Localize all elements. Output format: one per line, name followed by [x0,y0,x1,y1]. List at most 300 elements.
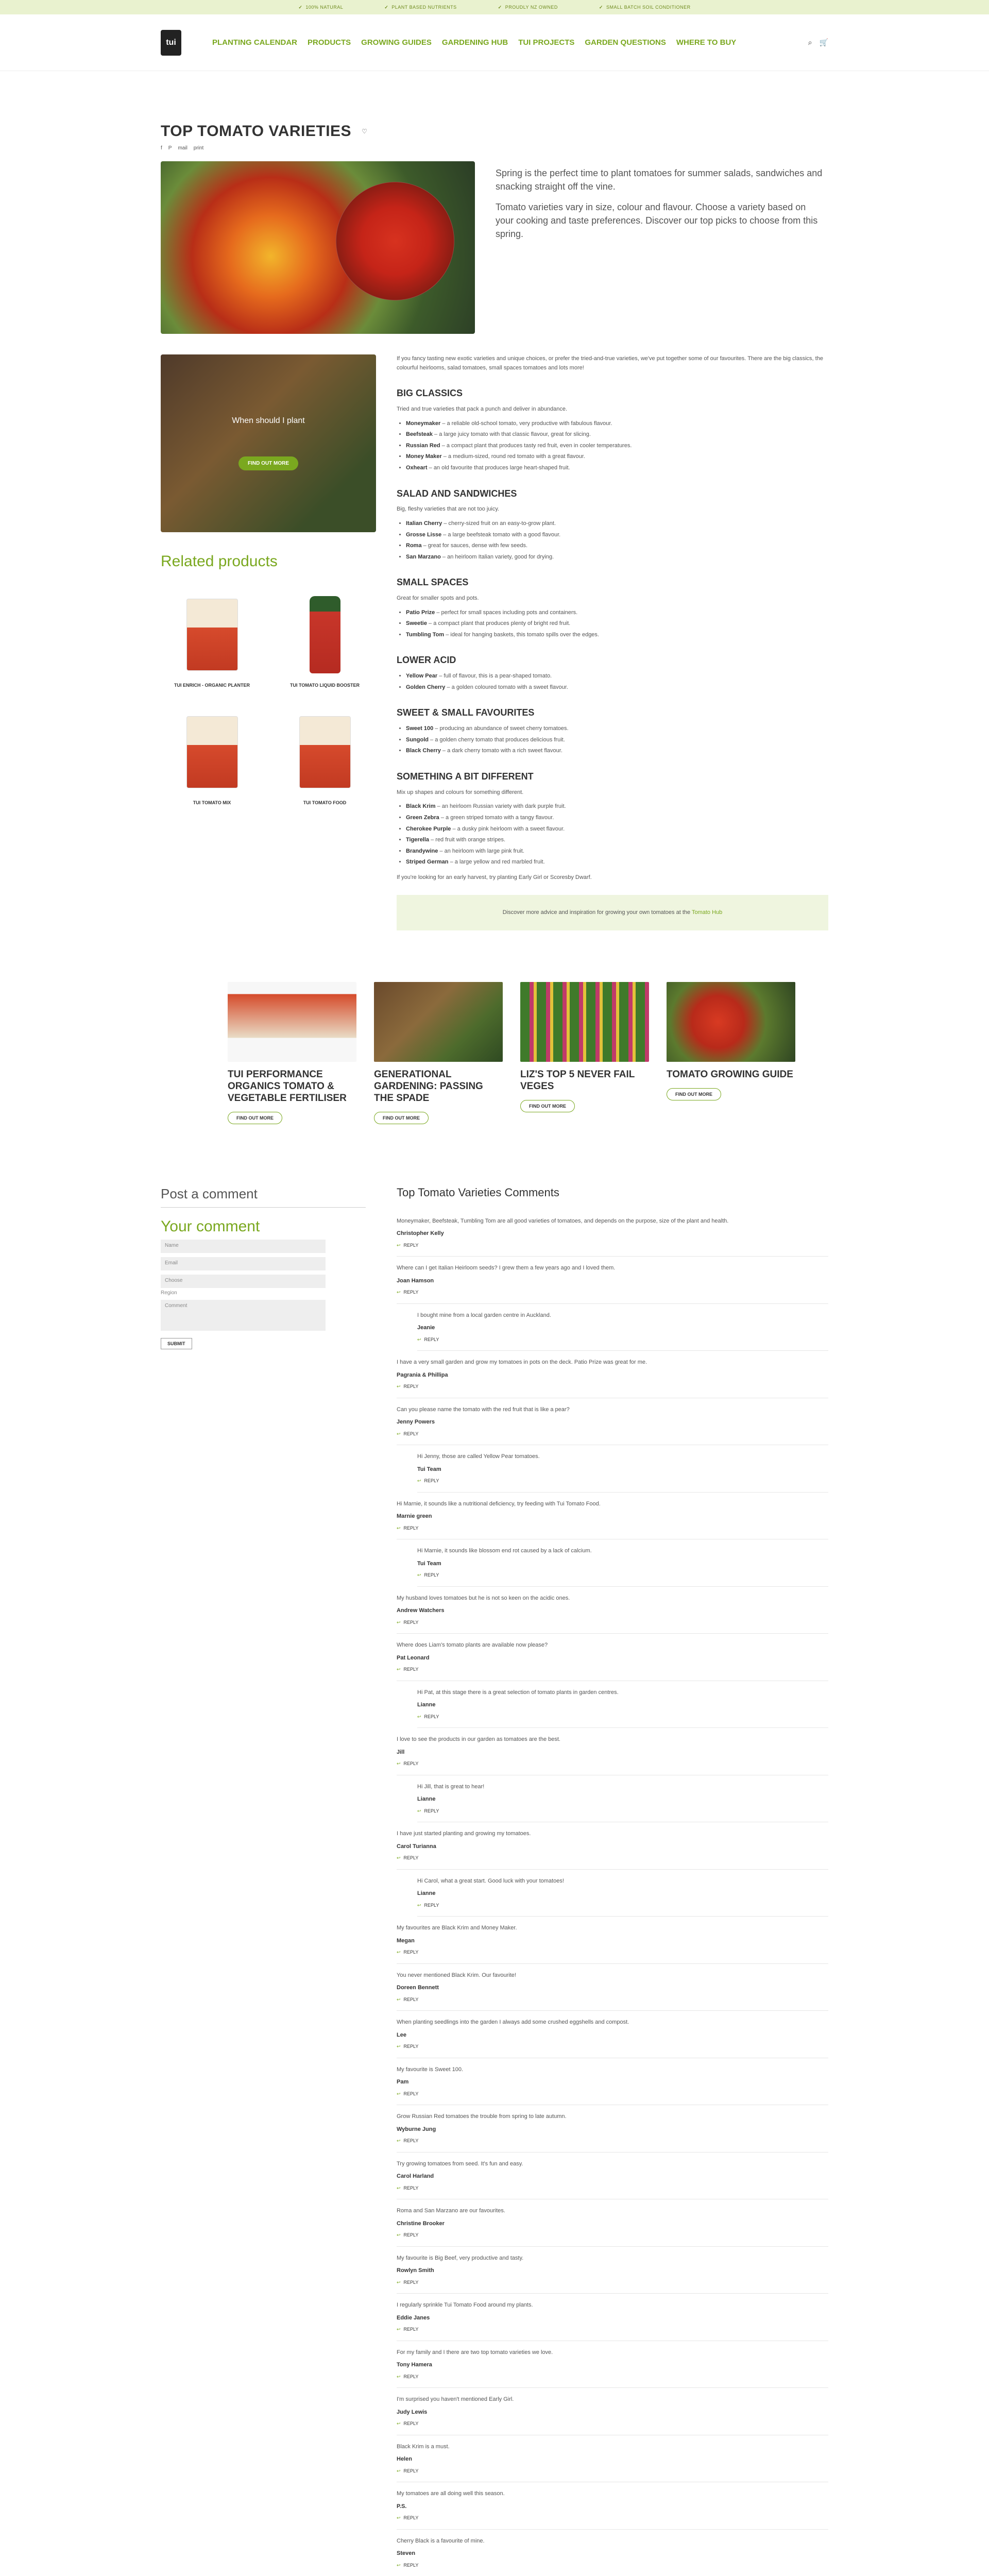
nav-item-gardening-hub[interactable]: GARDENING HUB [441,38,508,47]
comment-text: My tomatoes are all doing well this season. [397,2490,505,2497]
reply-label: REPLY [424,1572,439,1578]
comments-heading: Top Tomato Varieties Comments [397,1185,559,1199]
reply-button[interactable] [397,1996,828,2004]
reply-button[interactable] [397,1242,828,1249]
reply-label: REPLY [403,1619,419,1625]
comment-text: I have a very small garden and grow my tomatoes in pots on the deck. Patio Prize was great for me. [397,1359,647,1366]
related-articles [161,982,828,1124]
reply-icon: ↩ [397,2327,401,2332]
reply-label: REPLY [403,2421,419,2427]
reply-icon: ↩ [397,2279,401,2285]
comment-text: Moneymaker, Beefsteak, Tumbling Tom are all good varieties of tomatoes, and depends on the purpose, size of the plant and health. [397,1217,729,1224]
variety-description: great for sauces, dense with few seeds. [428,543,528,549]
tip-text: Discover more advice and inspiration for growing your own tomatoes at the [502,909,691,916]
variety-name: Sweet 100 [406,725,434,732]
variety-list [406,419,828,473]
reply-button[interactable] [397,1855,828,1862]
variety-name: Russian Red [406,442,440,449]
reply-button[interactable] [397,1525,828,1532]
reply-icon: ↩ [397,2562,401,2568]
product-card[interactable] [284,591,366,688]
reply-icon: ↩ [417,1714,421,1719]
reply-icon: ↩ [417,1572,421,1578]
variety-item: • Tumbling Tom – ideal for hanging baskets, this tomato spills over the edges. [406,631,828,640]
video-title: When should I plant [232,416,305,425]
reply-icon: ↩ [397,2185,401,2191]
reply-icon: ↩ [397,1384,401,1389]
variety-name: Tigerella [406,837,430,843]
reply-button[interactable] [397,1760,828,1768]
comment-text: Hi Jenny, those are called Yellow Pear tomatoes. [417,1453,540,1460]
reply-icon: ↩ [397,2044,401,2049]
variety-item: • San Marzano – an heirloom Italian variety, good for drying. [406,553,828,562]
comment-text: I regularly sprinkle Tui Tomato Food around my plants. [397,2302,533,2309]
variety-item: • Moneymaker – a reliable old-school tomato, very productive with fabulous flavour. [406,419,828,429]
reply-label: REPLY [424,1478,439,1484]
reply-icon: ↩ [397,1525,401,1531]
variety-item: • Oxheart – an old favourite that produces large heart-shaped fruit. [406,464,828,473]
reply-button[interactable] [417,1902,828,1909]
product-card[interactable] [284,708,366,805]
post-comment-heading: Post a comment [161,1185,258,1201]
announcement-label: SMALL BATCH SOIL CONDITIONER [606,5,691,10]
comment-text: Hi Marnie, it sounds like a nutritional deficiency, try feeding with Tui Tomato Food. [397,1500,601,1507]
reply-button[interactable] [397,2091,828,2098]
comment-text: Where can I get Italian Heirloom seeds? I grew them a few years ago and I loved them. [397,1265,616,1272]
variety-item: • Tigerella – red fruit with orange stripes. [406,836,828,845]
reply-icon: ↩ [397,2468,401,2473]
variety-description: a dark cherry tomato with a rich sweet flavour. [447,748,562,754]
reply-label: REPLY [403,2138,419,2144]
comment-author: Tui Team [417,1466,441,1472]
reply-icon: ↩ [397,1619,401,1625]
reply-button[interactable] [397,1949,828,1956]
variety-item: • Cherokee Purple – a dusky pink heirloom with a sweet flavour. [406,825,828,834]
comment-author: Marnie green [397,1513,432,1520]
product-card[interactable] [171,591,253,688]
variety-item: • Black Cherry – a dark cherry tomato with a rich sweet flavour. [406,747,828,756]
comment-text: My favourite is Sweet 100. [397,2066,464,2073]
variety-description: red fruit with orange stripes. [435,837,506,843]
section-heading: BIG CLASSICS [397,388,463,399]
reply-icon: ↩ [397,2374,401,2379]
comment [397,2482,828,2530]
email-field[interactable]: Email [161,1257,326,1270]
reply-icon: ↩ [397,2138,401,2144]
variety-description: an heirloom Russian variety with dark purple fruit. [441,803,566,810]
cart-icon[interactable]: 🛒 [819,38,828,46]
product-name[interactable]: TUI TOMATO LIQUID BOOSTER [290,683,360,688]
announcement-item: ✓ PROUDLY NZ OWNED [498,4,558,10]
comment-text: I bought mine from a local garden centre in Auckland. [417,1312,551,1318]
variety-name: Patio Prize [406,609,435,616]
reply-label: REPLY [403,2468,419,2473]
reply-button[interactable] [397,1666,828,1673]
reply-label: REPLY [403,2232,419,2238]
facebook-icon[interactable]: f [161,145,162,151]
variety-item: • Sweet 100 – producing an abundance of sweet cherry tomatoes. [406,724,828,734]
comment-author: Jeanie [417,1325,435,1331]
variety-description: producing an abundance of sweet cherry tomatoes. [439,725,569,732]
article-card[interactable] [520,982,649,1124]
variety-description: a compact plant that produces plenty of bright red fruit. [433,620,571,627]
comment-text: Try growing tomatoes from seed. It's fun and easy. [397,2160,523,2167]
reply-label: REPLY [403,1761,419,1767]
variety-description: a compact plant that produces tasty red fruit, even in cooler temperatures. [446,442,632,449]
comment-reply [417,1775,828,1823]
article-closing: If you're looking for an early harvest, try planting Early Girl or Scoresby Dwarf. [397,874,592,880]
site-header [0,14,989,71]
reply-button[interactable] [397,2374,828,2381]
product-name[interactable]: TUI TOMATO MIX [193,800,231,805]
reply-button[interactable] [397,2562,828,2569]
card-find-out-more-button[interactable]: FIND OUT MORE [228,1112,282,1124]
variety-name: Grosse Lisse [406,531,442,538]
reply-label: REPLY [403,2279,419,2285]
nav-item-planting-calendar[interactable]: PLANTING CALENDAR [212,38,297,47]
variety-item: • Russian Red – a compact plant that produces tasty red fruit, even in cooler temperatures. [406,442,828,451]
variety-name: Golden Cherry [406,684,446,690]
reply-button[interactable] [397,2043,828,2050]
reply-button[interactable] [397,1619,828,1626]
comment [397,1822,828,1870]
reply-label: REPLY [403,2515,419,2521]
nav-item-products[interactable]: PRODUCTS [308,38,351,47]
reply-button[interactable] [397,2420,828,2428]
section-intro: Tried and true varieties that pack a punch and deliver in abundance. [397,405,568,412]
pinterest-icon[interactable]: P [168,145,172,151]
article-card[interactable] [667,982,795,1124]
comment-text: Hi Pat, at this stage there is a great selection of tomato plants in garden centres. [417,1689,619,1696]
product-image [171,591,253,679]
variety-description: a reliable old-school tomato, very productive with fabulous flavour. [447,420,612,427]
reply-icon: ↩ [397,1290,401,1295]
comment-author: Lianne [417,1702,436,1708]
variety-description: a medium-sized, round red tomato with a great flavour. [448,453,585,460]
comment-text: You never mentioned Black Krim. Our favourite! [397,1972,516,1978]
comments-section [161,1186,828,2576]
comment [397,1398,828,1446]
comment-author: Tui Team [417,1560,441,1567]
comment-reply [417,1539,828,1587]
reply-label: REPLY [403,2185,419,2191]
variety-item: • Green Zebra – a green striped tomato with a tangy flavour. [406,814,828,823]
reply-button[interactable] [397,2326,828,2333]
variety-name: Money Maker [406,453,442,460]
comment-text: I love to see the products in our garden as tomatoes are the best. [397,1736,560,1743]
variety-list [406,519,828,562]
variety-item: • Italian Cherry – cherry-sized fruit on an easy-to-grow plant. [406,519,828,529]
comment [397,1917,828,1964]
comment [397,2294,828,2341]
variety-name: Moneymaker [406,420,441,427]
variety-description: an old favourite that produces large heart-shaped fruit. [433,464,570,471]
related-products-heading: Related products [161,553,278,570]
card-find-out-more-button[interactable]: FIND OUT MORE [667,1088,721,1100]
comment [397,1351,828,1398]
variety-description: a green striped tomato with a tangy flavour. [446,815,554,821]
variety-description: a dusky pink heirloom with a sweet flavour. [457,825,565,832]
sidebar [161,354,376,930]
comment-author: Christine Brooker [397,2220,445,2227]
article-card[interactable] [374,982,503,1124]
reply-icon: ↩ [397,1242,401,1248]
variety-name: Sweetie [406,620,427,627]
reply-icon: ↩ [417,1902,421,1908]
reply-label: REPLY [403,1290,419,1295]
comment-text: My favourites are Black Krim and Money Maker. [397,1925,517,1931]
reply-label: REPLY [403,1996,419,2002]
section-intro: Mix up shapes and colours for something different. [397,789,524,795]
comment [397,2058,828,2106]
variety-description: cherry-sized fruit on an easy-to-grow plant. [448,520,556,527]
article-lead: If you fancy tasting new exotic varieties and unique choices, or prefer the tried-and-true varieties, we've put together some of our favourites. There are the big classics, the colourful heirlooms, salad tomatoes, small spaces tomatoes and lots more! [397,355,823,371]
variety-list [406,724,828,756]
comment-text: Roma and San Marzano are our favourites. [397,2208,505,2214]
comments-container [397,1210,828,2576]
reply-label: REPLY [403,2044,419,2049]
comment-author: Rowlyn Smith [397,2267,434,2274]
bookmark-icon[interactable]: ♡ [362,128,367,135]
variety-description: a golden cherry tomato that produces delicious fruit. [435,736,565,743]
variety-item: • Roma – great for sauces, dense with few seeds. [406,541,828,551]
product-card[interactable] [171,708,253,805]
tui-logo[interactable]: tui [161,30,181,56]
nav-item-garden-questions[interactable]: GARDEN QUESTIONS [585,38,666,47]
variety-name: Green Zebra [406,815,439,821]
comment-author: Judy Lewis [397,2409,428,2415]
comment-author: Joan Hamson [397,1277,434,1284]
reply-button[interactable] [397,2232,828,2239]
video-find-out-more-button[interactable]: FIND OUT MORE [238,456,298,470]
announcement-label: PLANT BASED NUTRIENTS [391,5,457,10]
reply-label: REPLY [424,1336,439,1342]
card-image [228,982,356,1062]
comment-text: My favourite is Big Beef, very productive and tasty. [397,2255,524,2261]
reply-button[interactable] [397,2185,828,2192]
comment-author: Jill [397,1749,405,1755]
reply-label: REPLY [403,2562,419,2568]
nav-item-tui-projects[interactable]: TUI PROJECTS [518,38,575,47]
reply-button[interactable] [417,1336,828,1344]
comment-author: Steven [397,2550,416,2557]
product-image [171,708,253,796]
card-find-out-more-button[interactable]: FIND OUT MORE [374,1112,429,1124]
reply-button[interactable] [397,2279,828,2286]
reply-icon: ↩ [397,1667,401,1672]
card-image [374,982,503,1062]
region-select[interactable]: Choose [161,1275,326,1288]
article-card[interactable] [228,982,356,1124]
reply-button[interactable] [397,1289,828,1296]
card-title[interactable]: TOMATO GROWING GUIDE [667,1069,793,1080]
comment-author: Pagrania & Phillipa [397,1371,448,1378]
your-comment-heading: Your comment [161,1217,260,1235]
reply-label: REPLY [403,2327,419,2332]
comment-author: Pat Leonard [397,1654,430,1661]
announcement-item: ✓ SMALL BATCH SOIL CONDITIONER [599,4,691,10]
variety-name: Oxheart [406,464,428,471]
page-title: TOP TOMATO VARIETIES [161,123,352,140]
reply-icon: ↩ [397,2232,401,2238]
announcement-item: ✓ 100% NATURAL [298,4,344,10]
comment-textarea[interactable]: Comment [161,1300,326,1331]
variety-name: Yellow Pear [406,673,438,680]
print-icon[interactable]: print [193,145,204,151]
content-area [161,354,828,930]
variety-description: ideal for hanging baskets, this tomato spills over the edges. [450,631,599,638]
variety-item: • Money Maker – a medium-sized, round red tomato with a great flavour. [406,452,828,462]
reply-button[interactable] [417,1478,828,1485]
announcement-label: PROUDLY NZ OWNED [505,5,558,10]
variety-list [406,802,828,867]
reply-icon: ↩ [397,1855,401,1861]
reply-label: REPLY [403,1855,419,1861]
related-products-grid [161,591,376,805]
reply-label: REPLY [403,1667,419,1672]
article-sections [397,386,828,867]
variety-name: Cherokee Purple [406,825,451,832]
nav-item-where-to-buy[interactable]: WHERE TO BUY [676,38,737,47]
comment-author: Pam [397,2079,409,2086]
comment [397,1210,828,1257]
card-image [520,982,649,1062]
variety-name: Beefsteak [406,431,433,438]
product-name[interactable]: TUI TOMATO FOOD [303,800,347,805]
nav-item-growing-guides[interactable]: GROWING GUIDES [361,38,432,47]
video-card[interactable] [161,354,376,532]
comment-author: Christopher Kelly [397,1230,444,1237]
variety-name: Sungold [406,736,429,743]
reply-button[interactable] [417,1572,828,1579]
intro-paragraph: Tomato varieties vary in size, colour and flavour. Choose a variety based on your cooking and taste preferences. Discover our top picks to choose from this spring. [496,202,818,240]
comment [397,2105,828,2153]
comment-form [161,1186,366,2576]
intro-paragraph: Spring is the perfect time to plant tomatoes for summer salads, sandwiches and snacking straight off the vine. [496,168,823,192]
hero-intro [496,161,825,334]
product-image [284,591,366,679]
comment [397,1587,828,1634]
comment-reply [417,1870,828,1917]
section-heading: SALAD AND SANDWICHES [397,488,517,499]
product-name[interactable]: TUI ENRICH - ORGANIC PLANTER [174,683,250,688]
section-intro: Big, fleshy varieties that are not too juicy. [397,506,500,513]
variety-name: Black Cherry [406,748,441,754]
variety-item: • Sungold – a golden cherry tomato that produces delicious fruit. [406,736,828,745]
reply-icon: ↩ [397,1996,401,2002]
variety-description: a large yellow and red marbled fruit. [454,859,545,866]
comment-reply [417,1681,828,1728]
reply-icon: ↩ [417,1336,421,1342]
variety-name: Tumbling Tom [406,631,445,638]
variety-item: • Yellow Pear – full of flavour, this is a pear-shaped tomato. [406,672,828,681]
card-image [667,982,795,1062]
reply-button[interactable] [417,1808,828,1815]
comment [397,1257,828,1304]
hero-image [161,161,475,334]
tomato-hub-link[interactable]: Tomato Hub [691,909,723,916]
card-title[interactable]: TUI PERFORMANCE ORGANICS TOMATO & VEGETABLE FERTILISER [228,1069,347,1104]
tip-box [397,895,828,931]
main-nav [212,38,736,47]
search-icon[interactable]: ⌕ [808,38,812,46]
reply-label: REPLY [403,1384,419,1389]
reply-icon: ↩ [417,1808,421,1814]
variety-description: an heirloom with large pink fruit. [444,848,524,854]
comment-text: Hi Jill, that is great to hear! [417,1783,485,1790]
region-label: Region [161,1290,177,1296]
comment-text: When planting seedlings into the garden I always add some crushed eggshells and compost. [397,2019,629,2026]
submit-button[interactable]: SUBMIT [161,1338,192,1349]
variety-name: Black Krim [406,803,436,810]
reply-icon: ↩ [397,2091,401,2096]
comment-text: My husband loves tomatoes but he is not so keen on the acidic ones. [397,1595,570,1601]
reply-icon: ↩ [417,1478,421,1484]
reply-button[interactable] [397,2138,828,2145]
comment-text: For my family and I there are two top tomato varieties we love. [397,2349,553,2355]
announcement-label: 100% NATURAL [305,5,344,10]
variety-list [406,672,828,692]
comment-author: Lee [397,2031,406,2038]
variety-item: • Black Krim – an heirloom Russian variety with dark purple fruit. [406,802,828,811]
comment-author: Tony Hamera [397,2362,432,2368]
comment [397,1728,828,1775]
comment-text: I have just started planting and growing my tomatoes. [397,1831,531,1837]
comment-author: Megan [397,1937,415,1944]
article-body [397,354,828,930]
name-field[interactable]: Name [161,1240,326,1253]
header-icons [808,38,828,47]
reply-icon: ↩ [397,1950,401,1955]
variety-item: • Golden Cherry – a golden coloured tomato with a sweet flavour. [406,683,828,692]
variety-item: • Beefsteak – a large juicy tomato with that classic flavour, great for slicing. [406,430,828,439]
reply-button[interactable] [417,1714,828,1721]
comment [397,2153,828,2200]
comment-author: Doreen Bennett [397,1985,439,1991]
reply-label: REPLY [403,2374,419,2379]
comment [397,1964,828,2011]
comment-author: Andrew Watchers [397,1607,445,1614]
comment-text: I'm surprised you haven't mentioned Early Girl. [397,2396,514,2403]
variety-description: perfect for small spaces including pots and containers. [441,609,578,616]
card-title[interactable]: LIZ'S TOP 5 NEVER FAIL VEGES [520,1069,635,1092]
title-row [161,123,828,140]
comment-author: Lianne [417,1796,436,1803]
comment-text: Hi Marnie, it sounds like blossom end rot caused by a lack of calcium. [417,1548,592,1554]
reply-button[interactable] [397,1383,828,1391]
variety-description: a large juicy tomato with that classic flavour, great for slicing. [439,431,591,438]
comment-reply [417,1445,828,1493]
variety-description: a golden coloured tomato with a sweet flavour. [451,684,568,690]
reply-label: REPLY [403,2091,419,2096]
comment-text: Black Krim is a must. [397,2443,450,2450]
reply-button[interactable] [397,1431,828,1438]
reply-button[interactable] [397,2468,828,2475]
variety-item: • Sweetie – a compact plant that produces plenty of bright red fruit. [406,619,828,629]
card-title[interactable]: GENERATIONAL GARDENING: PASSING THE SPADE [374,1069,483,1104]
comment-author: P.S. [397,2503,407,2510]
reply-icon: ↩ [397,1761,401,1767]
comment-text: Hi Carol, what a great start. Good luck with your tomatoes! [417,1877,564,1884]
variety-name: San Marzano [406,553,441,560]
reply-button[interactable] [397,2515,828,2522]
comment-text: Cherry Black is a favourite of mine. [397,2537,485,2544]
comment-author: Carol Turianna [397,1843,436,1850]
card-find-out-more-button[interactable]: FIND OUT MORE [520,1100,575,1112]
variety-item: • Grosse Lisse – a large beefsteak tomato with a good flavour. [406,531,828,540]
variety-item: • Brandywine – an heirloom with large pink fruit. [406,847,828,856]
email-icon[interactable]: mail [178,145,187,151]
